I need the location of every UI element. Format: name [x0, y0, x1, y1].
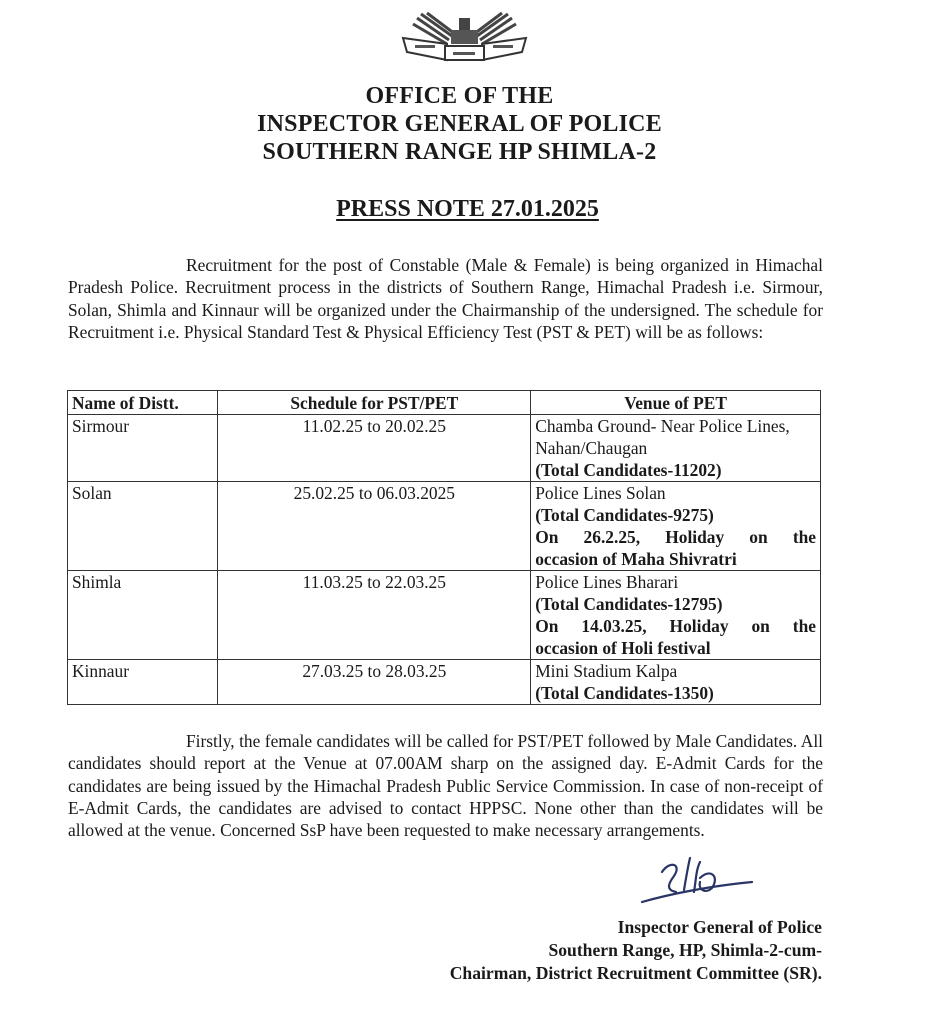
holiday-note-line2: occasion of Holi festival	[535, 638, 711, 658]
schedule-table	[67, 390, 821, 705]
schedule-cell: 11.02.25 to 20.02.25	[218, 415, 531, 482]
total-candidates: (Total Candidates-12795)	[535, 594, 723, 614]
column-header-schedule: Schedule for PST/PET	[218, 391, 531, 415]
holiday-note-line1: On 14.03.25, Holiday on the	[535, 616, 816, 636]
column-header-district: Name of Distt.	[68, 391, 218, 415]
venue-cell	[531, 415, 821, 482]
venue-name: Mini Stadium Kalpa	[535, 661, 678, 681]
column-header-venue: Venue of PET	[531, 391, 821, 415]
hp-police-emblem-icon	[397, 10, 532, 66]
schedule-cell: 11.03.25 to 22.03.25	[218, 571, 531, 660]
signature-icon	[640, 850, 760, 920]
signatory-committee: Chairman, District Recruitment Committee (SR).	[449, 963, 822, 983]
venue-cell	[531, 482, 821, 571]
venue-cell	[531, 571, 821, 660]
press-note-title: PRESS NOTE 27.01.2025	[336, 196, 599, 222]
instructions-paragraph: Firstly, the female candidates will be called for PST/PET followed by Male Candidates. All candidates should report at the Venue at 07.00AM sharp on the assigned day. E-Admit Cards for the candidates are being issued by the Himachal Pradesh Public Service Commission. In case of non-receipt of E-Admit Cards, the candidates are advised to contact HPPSC. None other than the candidates will be allowed at the venue. Concerned SsP have been requested to make necessary arrangements.	[68, 731, 823, 841]
schedule-cell: 25.02.25 to 06.03.2025	[218, 482, 531, 571]
total-candidates: (Total Candidates-11202)	[535, 460, 722, 480]
district-cell: Kinnaur	[68, 660, 218, 705]
holiday-note-line2: occasion of Maha Shivratri	[535, 549, 737, 569]
venue-name: Police Lines Bharari	[535, 572, 679, 592]
table-row	[68, 660, 821, 705]
venue-name: Chamba Ground- Near Police Lines, Nahan/Chaugan	[535, 416, 790, 458]
table-row	[68, 415, 821, 482]
venue-name: Police Lines Solan	[535, 483, 666, 503]
district-cell: Shimla	[68, 571, 218, 660]
intro-paragraph: Recruitment for the post of Constable (Male & Female) is being organized in Himachal Pradesh Police. Recruitment process in the districts of Southern Range, Himachal Pradesh i.e. Sirmour, Solan, Shimla and Kinnaur will be organized under the Chairmanship of the undersigned. The schedule for Recruitment i.e. Physical Standard Test & Physical Efficiency Test (PST & PET) will be as follows:	[68, 255, 823, 342]
table-row	[68, 482, 821, 571]
venue-cell	[531, 660, 821, 705]
office-heading-line3: SOUTHERN RANGE HP SHIMLA-2	[262, 139, 657, 165]
table-row	[68, 571, 821, 660]
total-candidates: (Total Candidates-1350)	[535, 683, 714, 703]
total-candidates: (Total Candidates-9275)	[535, 505, 714, 525]
district-cell: Sirmour	[68, 415, 218, 482]
signatory-office: Southern Range, HP, Shimla-2-cum-	[548, 940, 822, 960]
holiday-note-line1: On 26.2.25, Holiday on the	[535, 527, 816, 547]
schedule-cell: 27.03.25 to 28.03.25	[218, 660, 531, 705]
office-heading-line1: OFFICE OF THE	[365, 83, 554, 109]
signatory-title: Inspector General of Police	[617, 917, 822, 937]
office-heading-line2: INSPECTOR GENERAL OF POLICE	[257, 111, 662, 137]
district-cell: Solan	[68, 482, 218, 571]
table-header-row	[68, 391, 821, 415]
